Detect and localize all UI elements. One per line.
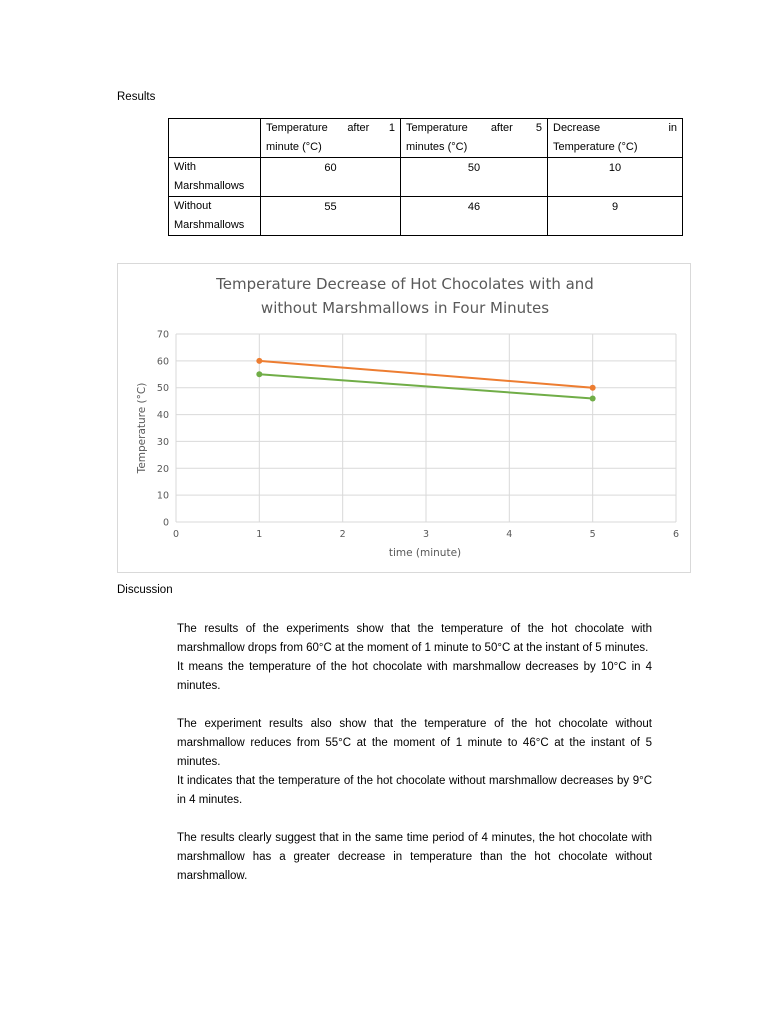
discussion-paragraph-2 — [177, 658, 652, 696]
header-line: minute (°C) — [266, 141, 322, 153]
cell-with-after-5: 50 — [401, 158, 548, 197]
y-tick-label: 10 — [156, 490, 169, 502]
x-tick-label: 1 — [256, 529, 263, 540]
table-corner-cell — [169, 119, 261, 158]
series-point — [256, 371, 262, 377]
x-tick-label: 3 — [422, 529, 430, 540]
header-line — [406, 119, 542, 138]
results-heading: Results — [117, 91, 156, 103]
series-point — [256, 358, 262, 364]
table-row — [169, 197, 683, 236]
text-line: minutes. — [604, 642, 649, 654]
text-line: It indicates that the temperature of the hot chocolate without marshmallow — [177, 775, 557, 787]
header-word: Temperature — [406, 122, 468, 134]
header-word: Temperature — [266, 122, 328, 134]
text-line: in 4 minutes. — [177, 661, 652, 692]
table-header-row — [169, 119, 683, 158]
x-tick-label: 2 — [339, 529, 346, 540]
cell-without-after-1: 55 — [261, 197, 401, 236]
paragraph-gap — [177, 810, 652, 829]
row-label-line: Marshmallows — [174, 180, 245, 192]
header-line: Temperature (°C) — [553, 141, 638, 153]
x-tick-label: 0 — [172, 529, 180, 540]
y-tick-label: 40 — [156, 410, 169, 422]
y-axis-label: Temperature (°C) — [136, 382, 148, 474]
chart-title-line-1: Temperature Decrease of Hot Chocolates with and — [216, 275, 594, 293]
x-tick-label: 6 — [672, 529, 680, 540]
y-tick-label: 30 — [156, 436, 169, 448]
text-line: 5 minutes. — [177, 737, 653, 768]
row-label-line: With — [174, 161, 196, 173]
discussion-body — [177, 620, 652, 886]
discussion-paragraph-4 — [177, 772, 652, 810]
chart-gridlines — [176, 334, 676, 522]
line-chart — [117, 263, 691, 573]
discussion-paragraph-3 — [177, 715, 652, 772]
header-line — [553, 119, 677, 138]
series-point — [590, 395, 596, 401]
header-word: Decrease — [553, 122, 601, 134]
y-tick-label: 70 — [156, 329, 169, 341]
header-decrease — [548, 119, 683, 158]
text-line: decreases by 9°C in 4 minutes. — [177, 775, 652, 806]
chart-svg — [118, 264, 692, 574]
table-row — [169, 158, 683, 197]
header-word: after — [490, 122, 513, 134]
text-line: marshmallow drops from 60°C at the moment of 1 minute to 50°C at the instant of 5 — [177, 642, 602, 654]
header-line — [266, 119, 395, 138]
row-label-line: Without — [174, 200, 212, 212]
x-tick-label: 4 — [506, 529, 513, 540]
cell-with-decrease: 10 — [548, 158, 683, 197]
results-table — [168, 118, 683, 236]
y-tick-label: 0 — [162, 517, 169, 529]
y-tick-label: 50 — [156, 383, 169, 395]
y-tick-label: 60 — [156, 356, 169, 368]
text-line: The experiment results also show that the temperature of the hot chocolate without — [177, 718, 652, 730]
header-word: in — [668, 122, 677, 134]
header-temp-after-1 — [261, 119, 401, 158]
header-word: 1 — [388, 122, 395, 134]
row-label-with — [169, 158, 261, 197]
row-label-line: Marshmallows — [174, 219, 245, 231]
header-line: minutes (°C) — [406, 141, 468, 153]
paragraph-gap — [177, 696, 652, 715]
text-line: marshmallow reduces from 55°C at the moment of 1 minute to 46°C at the instant of — [177, 737, 641, 749]
discussion-paragraph-1 — [177, 620, 652, 658]
text-line: chocolate without marshmallow. — [177, 851, 652, 882]
x-axis-label: time (minute) — [388, 547, 462, 559]
text-line: The results clearly suggest that in the same time period of 4 minutes, the hot — [177, 832, 575, 844]
text-line: The results of the experiments show that the temperature of the hot chocolate with — [177, 623, 652, 635]
chart-title-line-2: without Marshmallows in Four Minutes — [260, 299, 550, 317]
y-tick-label: 20 — [156, 463, 169, 475]
row-label-without — [169, 197, 261, 236]
x-tick-label: 5 — [589, 529, 596, 540]
header-word: after — [347, 122, 370, 134]
series-point — [590, 385, 596, 391]
text-line: chocolate with marshmallow has a greater decrease in temperature than the hot — [177, 832, 652, 863]
discussion-paragraph-5 — [177, 829, 652, 886]
discussion-heading: Discussion — [117, 584, 173, 596]
header-temp-after-5 — [401, 119, 548, 158]
header-word: 5 — [535, 122, 542, 134]
text-line: It means the temperature of the hot chocolate with marshmallow decreases by 10°C — [177, 661, 627, 673]
cell-without-decrease: 9 — [548, 197, 683, 236]
cell-with-after-1: 60 — [261, 158, 401, 197]
cell-without-after-5: 46 — [401, 197, 548, 236]
